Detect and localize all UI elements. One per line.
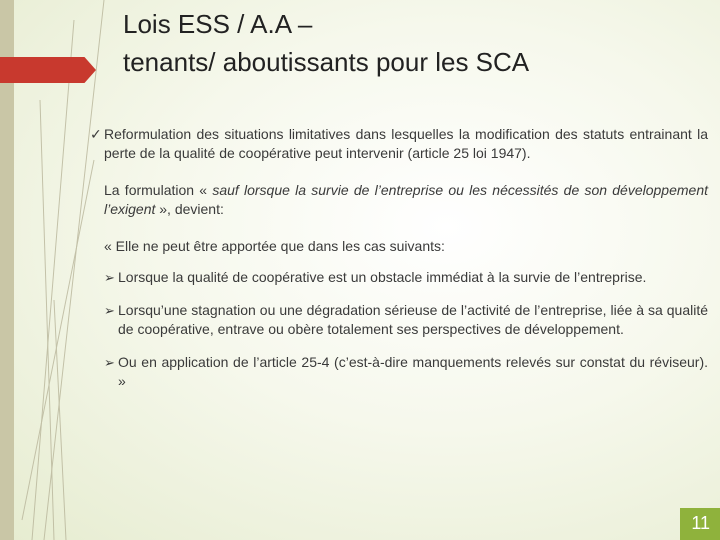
paragraph-2-prefix: La formulation « <box>104 182 213 198</box>
paragraph-reformulation <box>90 125 708 163</box>
title-line-2: tenants/ aboutissants pour les SCA <box>123 47 530 77</box>
list-item <box>104 353 708 391</box>
bullet-1-text: Lorsque la qualité de coopérative est un obstacle immédiat à la survie de l’entreprise. <box>118 269 647 285</box>
list-item <box>104 301 708 339</box>
slide-title <box>123 5 683 81</box>
bullet-2-text: Lorsqu’une stagnation ou une dégradation sérieuse de l’activité de l’entreprise, liée à sa qualité de coopérative, entrave ou obère totalement ses perspectives de développement. <box>118 302 708 337</box>
paragraph-2-suffix: », devient: <box>155 201 224 217</box>
arrow-bullet-icon: ➢ <box>104 355 115 370</box>
paragraph-formulation <box>90 181 708 219</box>
arrow-bullet-icon: ➢ <box>104 270 115 285</box>
paragraph-3-text: « Elle ne peut être apportée que dans les cas suivants: <box>104 238 445 254</box>
paragraph-1-text: Reformulation des situations limitatives dans lesquelles la modification des statuts entrainant la perte de la qualité de coopérative peut intervenir (article 25 loi 1947). <box>104 126 708 161</box>
slide-content <box>90 125 708 405</box>
title-accent-tab <box>0 57 96 83</box>
list-item <box>104 268 708 287</box>
paragraph-2-quote: sauf lorsque la survie de l’entreprise ou les nécessités de son développement l’exigent <box>104 182 708 217</box>
bullet-3-text: Ou en application de l’article 25-4 (c’est-à-dire manquements relevés sur constat du réviseur). » <box>118 354 708 389</box>
title-line-1: Lois ESS / A.A – <box>123 9 313 39</box>
paragraph-cas-suivants <box>90 237 708 256</box>
page-number: 11 <box>691 513 710 533</box>
arrow-bullet-icon: ➢ <box>104 303 115 318</box>
checkmark-icon: ✓ <box>90 126 102 142</box>
